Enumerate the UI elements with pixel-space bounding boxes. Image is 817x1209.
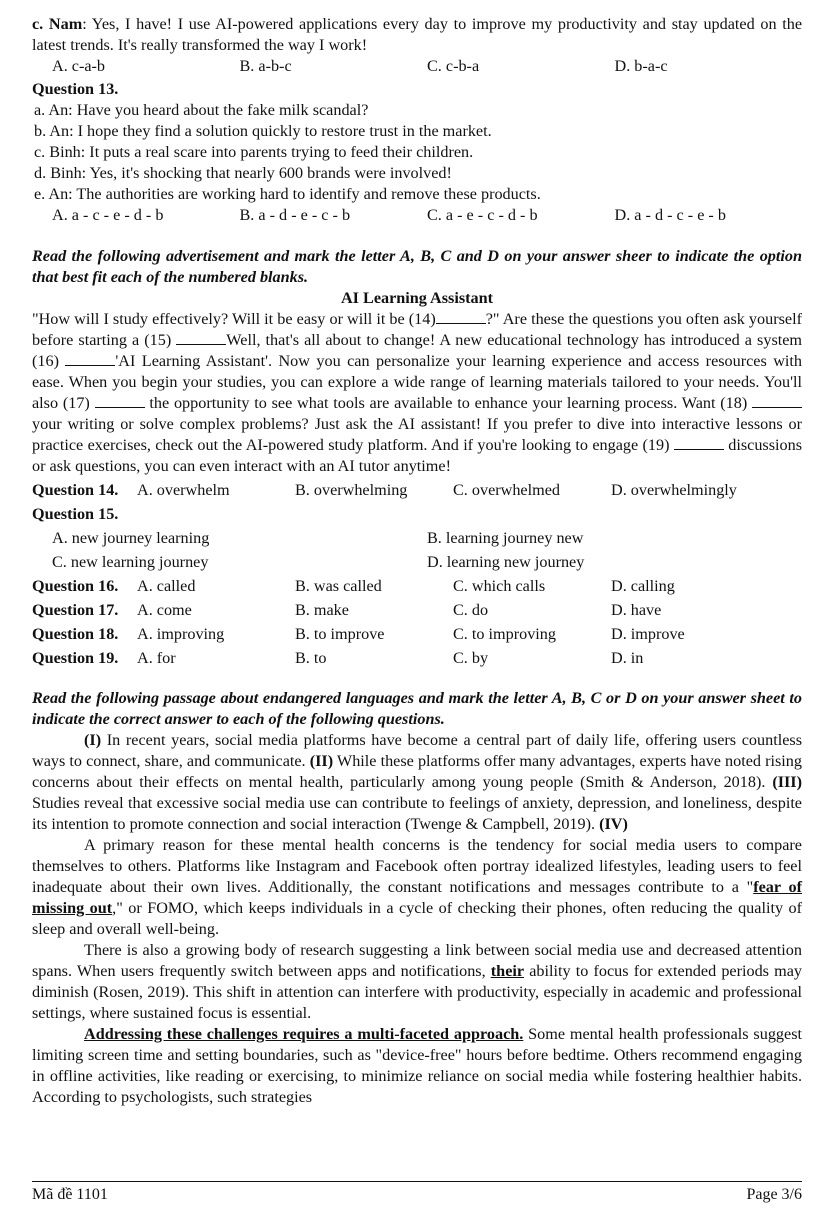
q12-option-c[interactable]: C. c-b-a [427, 57, 480, 75]
q15-option-c[interactable]: C. new learning journey [52, 553, 209, 571]
q17-row [32, 598, 802, 622]
q13-line-c: c. Binh: It puts a real scare into parents trying to feed their children. [34, 143, 474, 161]
underlined-word-their: their [490, 962, 525, 980]
blank-15 [176, 330, 226, 345]
underlined-sentence-addressing: Addressing these challenges requires a multi-faceted approach. [84, 1025, 524, 1043]
page-number: Page 3/6 [746, 1186, 802, 1203]
q12-dialogue-c: c. Nam: Yes, I have! I use AI-powered applications every day to improve my productivity and stay updated on the latest trends. It's really transformed the way I work! [32, 15, 803, 54]
q18-option-c[interactable]: C. to improving [453, 625, 556, 643]
underlined-phrase-fomo: fear of missing out [32, 878, 802, 917]
section2-instruction: Read the following advertisement and mark the letter A, B, C and D on your answer sheer to indicate the option that best fit each of the numbered blanks. [32, 247, 802, 286]
q18-option-d[interactable]: D. improve [611, 625, 685, 643]
q15-label: Question 15. [32, 505, 119, 523]
passage-paragraph-4: Addressing these challenges requires a multi-faceted approach. Some mental health professionals suggest limiting screen time and setting boundaries, such as "device-free" hours before bedtime. Others recommend engaging in offline activities, like reading or exercising, to minimize reliance on social media while fostering healthier habits. According to psychologists, such strategies [32, 1025, 802, 1106]
exam-code: Mã đề 1101 [32, 1186, 108, 1203]
blank-17 [95, 393, 145, 408]
blank-18 [752, 393, 802, 408]
q15-row-1 [32, 526, 802, 550]
q17-option-a[interactable]: A. come [137, 601, 192, 619]
q13-option-d[interactable]: D. a - d - c - e - b [614, 206, 726, 224]
q19-option-b[interactable]: B. to [295, 649, 327, 667]
q12-options [32, 56, 802, 77]
q16-option-d[interactable]: D. calling [611, 577, 675, 595]
passage-paragraph-3: There is also a growing body of research suggesting a link between social media use and decreased attention spans. When users frequently switch between apps and notifications, their ability to focus for extended periods may diminish (Rosen, 2019). This shift in attention can interfere with productivity, especially in academic and professional settings, where sustained focus is essential. [32, 941, 803, 1022]
q13-line-e: e. An: The authorities are working hard to identify and remove these products. [34, 185, 541, 203]
q16-option-a[interactable]: A. called [137, 577, 196, 595]
q15-row-2 [32, 550, 802, 574]
blank-14 [436, 309, 486, 324]
section2-passage: "How will I study effectively? Will it be easy or will it be (14) ?" Are these the questions you often ask yourself before starting a (15) Well, that's all about to change! A new educational technology has introduced a system (16) 'AI Learning Assistant'. Now you can personalize your learning experience and access resources with ease. When you begin your studies, you can explore a wide range of learning materials tailored to your needs. You'll also (17) the opportunity to see what tools are available to enhance your learning process. Want (18) your writing or solve complex problems? Just ask the AI assistant! If you prefer to dive into interactive lessons or practice exercises, check out the AI-powered study platform. And if you're looking to engage (19) discussions or ask questions, you can even interact with an AI tutor anytime! [32, 310, 803, 475]
q13-line-d: d. Binh: Yes, it's shocking that nearly 600 brands were involved! [34, 164, 452, 182]
q14-option-b[interactable]: B. overwhelming [295, 481, 408, 499]
section3-instruction: Read the following passage about endangered languages and mark the letter A, B, C or D on your answer sheet to indicate the correct answer to each of the following questions. [32, 689, 802, 728]
q13-dialogue [32, 100, 802, 205]
q18-option-b[interactable]: B. to improve [295, 625, 385, 643]
q19-label: Question 19. [32, 649, 119, 667]
q19-option-a[interactable]: A. for [137, 649, 176, 667]
q14-option-a[interactable]: A. overwhelm [137, 481, 230, 499]
q19-option-c[interactable]: C. by [453, 649, 489, 667]
q12-option-d[interactable]: D. b-a-c [614, 57, 668, 75]
q14-option-d[interactable]: D. overwhelmingly [611, 481, 737, 499]
passage-paragraph-2: A primary reason for these mental health concerns is the tendency for social media users to compare themselves to others. Platforms like Instagram and Facebook often portray idealized lifestyles, leading users to feel inadequate about their own lives. Additionally, the constant notifications and messages contribute to a "fear of missing out," or FOMO, which keeps individuals in a cycle of checking their phones, often reducing the quality of sleep and overall well-being. [32, 836, 802, 938]
q18-label: Question 18. [32, 625, 119, 643]
q15-option-b[interactable]: B. learning journey new [427, 529, 584, 547]
section2-title: AI Learning Assistant [340, 289, 493, 307]
marker-iv: (IV) [599, 815, 628, 833]
q16-row [32, 574, 802, 598]
marker-iii: (III) [772, 773, 802, 791]
q16-label: Question 16. [32, 577, 119, 595]
q13-title: Question 13. [32, 80, 119, 98]
q18-option-a[interactable]: A. improving [137, 625, 225, 643]
q14-label: Question 14. [32, 481, 119, 499]
q17-option-c[interactable]: C. do [453, 601, 489, 619]
q19-row [32, 646, 802, 670]
blank-19 [674, 435, 724, 450]
q13-option-a[interactable]: A. a - c - e - d - b [52, 206, 164, 224]
q14-row [32, 478, 802, 502]
q18-row [32, 622, 802, 646]
marker-ii: (II) [309, 752, 334, 770]
passage-paragraph-1: (I) In recent years, social media platforms have become a central part of daily life, offering users countless ways to connect, share, and communicate. (II) While these platforms offer many advantages, experts have noted rising concerns about their effects on mental health, particularly among young people (Smith & Anderson, 2018). (III) Studies reveal that excessive social media use can contribute to feelings of anxiety, depression, and loneliness, despite its intention to promote connection and social interaction (Twenge & Campbell, 2019). (IV) [32, 731, 802, 833]
q12-option-b[interactable]: B. a-b-c [239, 57, 292, 75]
q13-option-b[interactable]: B. a - d - e - c - b [239, 206, 351, 224]
q13-options [32, 205, 802, 226]
exam-page [32, 14, 802, 1108]
q17-option-d[interactable]: D. have [611, 601, 662, 619]
q12-option-a[interactable]: A. c-a-b [52, 57, 106, 75]
q19-option-d[interactable]: D. in [611, 649, 644, 667]
q13-line-a: a. An: Have you heard about the fake milk scandal? [34, 101, 369, 119]
blank-16 [65, 351, 115, 366]
q14-option-c[interactable]: C. overwhelmed [453, 481, 560, 499]
page-footer [32, 1181, 802, 1204]
q15-option-d[interactable]: D. learning new journey [427, 553, 585, 571]
q16-option-c[interactable]: C. which calls [453, 577, 546, 595]
q13-line-b: b. An: I hope they find a solution quickly to restore trust in the market. [34, 122, 492, 140]
q13-option-c[interactable]: C. a - e - c - d - b [427, 206, 538, 224]
q15-option-a[interactable]: A. new journey learning [52, 529, 210, 547]
q17-label: Question 17. [32, 601, 119, 619]
q16-option-b[interactable]: B. was called [295, 577, 382, 595]
marker-i: (I) [84, 731, 102, 749]
q17-option-b[interactable]: B. make [295, 601, 349, 619]
